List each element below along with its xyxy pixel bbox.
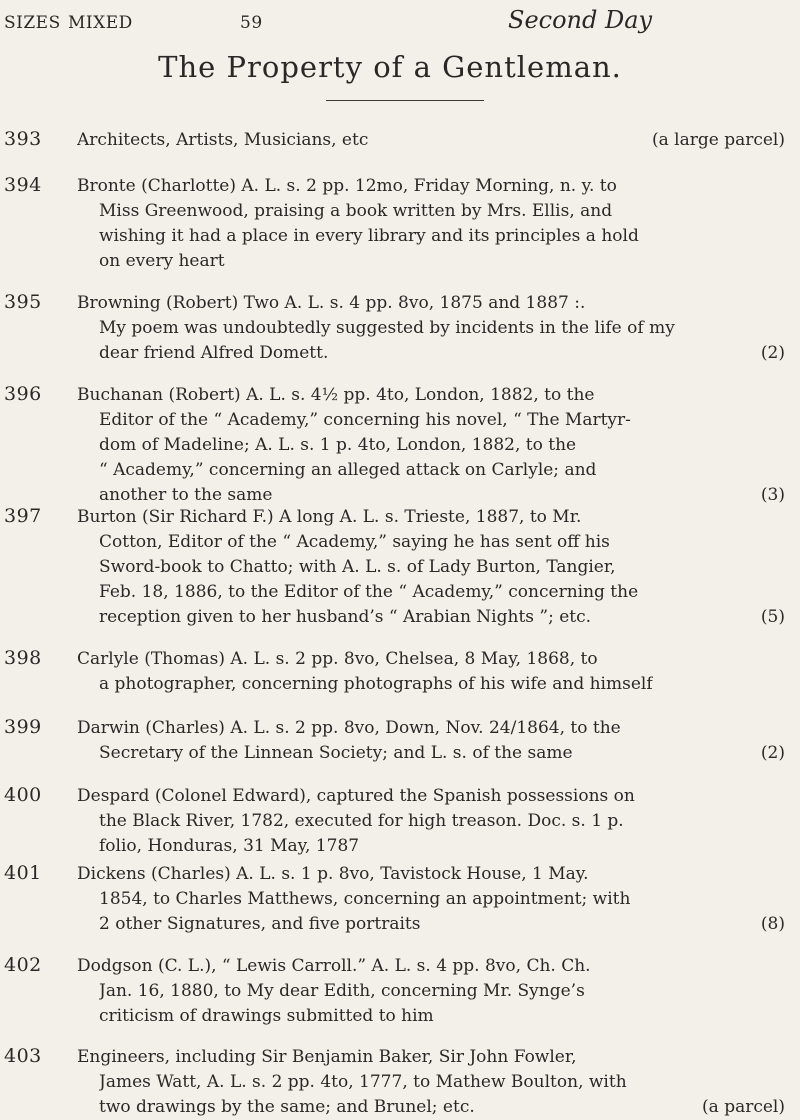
- lot-number: 403: [4, 1045, 42, 1067]
- lot-line: [77, 224, 785, 249]
- lot-number: 401: [4, 862, 42, 884]
- lot-line-text: Carlyle (Thomas) A. L. s. 2 pp. 8vo, Chelsea, 8 May, 1868, to: [77, 649, 598, 669]
- lot-quantity: (2): [760, 343, 785, 363]
- lot-line-text: Feb. 18, 1886, to the Editor of the “ Academy,” concerning the: [99, 582, 639, 602]
- lot-description: [77, 716, 785, 766]
- lot-line-text: dear friend Alfred Domett.: [99, 343, 329, 363]
- lot-line: [77, 741, 785, 766]
- lot-description: [77, 954, 785, 1029]
- lot-quantity: (a parcel): [702, 1097, 785, 1117]
- lot-line-text: criticism of drawings submitted to him: [99, 1006, 434, 1026]
- lot-line: [77, 954, 785, 979]
- lot-number: 394: [4, 174, 42, 196]
- lot-line: [77, 1095, 785, 1120]
- lot-line-text: Buchanan (Robert) A. L. s. 4½ pp. 4to, London, 1882, to the: [77, 385, 595, 405]
- lot-line: [77, 605, 785, 630]
- lot-line-text: Dodgson (C. L.), “ Lewis Carroll.” A. L. s. 4 pp. 8vo, Ch. Ch.: [77, 956, 591, 976]
- lot-line-text: another to the same: [99, 485, 273, 505]
- lot-description: [77, 784, 785, 859]
- lot-number: 400: [4, 784, 42, 806]
- lot-line-text: Architects, Artists, Musicians, etc: [77, 130, 369, 150]
- lot-line-text: folio, Honduras, 31 May, 1787: [99, 836, 360, 856]
- lot-line-text: James Watt, A. L. s. 2 pp. 4to, 1777, to Mathew Boulton, with: [99, 1072, 627, 1092]
- lot-line: [77, 505, 785, 530]
- lot-description: [77, 1045, 785, 1120]
- lot-line-text: Secretary of the Linnean Society; and L. s. of the same: [99, 743, 573, 763]
- lot-line: [77, 174, 785, 199]
- lot-line-text: on every heart: [99, 251, 225, 271]
- lot-quantity: (5): [760, 607, 785, 627]
- lot-line-text: dom of Madeline; A. L. s. 1 p. 4to, London, 1882, to the: [99, 435, 577, 455]
- lot-line-text: 2 other Signatures, and five portraits: [99, 914, 421, 934]
- lot-line: [77, 199, 785, 224]
- lot-line: [77, 912, 785, 937]
- lot-line-text: Miss Greenwood, praising a book written by Mrs. Ellis, and: [99, 201, 613, 221]
- title-rule: [326, 100, 484, 101]
- lot-line-text: “ Academy,” concerning an alleged attack on Carlyle; and: [99, 460, 597, 480]
- lot-line: [77, 433, 785, 458]
- lot-line: [77, 647, 785, 672]
- lot-description: [77, 647, 785, 697]
- lot-line: [77, 1070, 785, 1095]
- lot-description: [77, 291, 785, 366]
- header-mixed: MIXED: [68, 13, 133, 33]
- header-sizes: SIZES: [4, 13, 61, 33]
- lot-number: 402: [4, 954, 42, 976]
- lot-line: [77, 979, 785, 1004]
- lot-number: 393: [4, 128, 42, 150]
- lot-number: 396: [4, 383, 42, 405]
- lot-number: 399: [4, 716, 42, 738]
- lot-line: [77, 672, 785, 697]
- lot-line: [77, 530, 785, 555]
- lot-line-text: Editor of the “ Academy,” concerning his novel, “ The Martyr-: [99, 410, 631, 430]
- lot-line-text: the Black River, 1782, executed for high treason. Doc. s. 1 p.: [99, 811, 624, 831]
- lot-line: [77, 249, 785, 274]
- lot-line: [77, 862, 785, 887]
- lot-description: [77, 383, 785, 508]
- lot-line-text: Burton (Sir Richard F.) A long A. L. s. Trieste, 1887, to Mr.: [77, 507, 582, 527]
- lot-description: [77, 862, 785, 937]
- lot-quantity: (2): [760, 743, 785, 763]
- lot-line-text: wishing it had a place in every library and its principles a hold: [99, 226, 639, 246]
- lot-line: [77, 887, 785, 912]
- page-number: 59: [240, 13, 263, 33]
- lot-line-text: My poem was undoubtedly suggested by incidents in the life of my: [99, 318, 675, 338]
- lot-line: [77, 341, 785, 366]
- lot-line-text: reception given to her husband’s “ Arabian Nights ”; etc.: [99, 607, 592, 627]
- lot-description: [77, 128, 785, 153]
- lot-line: [77, 1045, 785, 1070]
- lot-number: 398: [4, 647, 42, 669]
- lot-line-text: Sword-book to Chatto; with A. L. s. of Lady Burton, Tangier,: [99, 557, 616, 577]
- lot-line: [77, 316, 785, 341]
- lot-quantity: (8): [760, 914, 785, 934]
- lot-line-text: 1854, to Charles Matthews, concerning an appointment; with: [99, 889, 631, 909]
- lot-line: [77, 291, 785, 316]
- lot-line-text: Jan. 16, 1880, to My dear Edith, concerning Mr. Synge’s: [99, 981, 585, 1001]
- lot-line: [77, 128, 785, 153]
- section-title: The Property of a Gentleman.: [158, 50, 622, 84]
- lot-quantity: (3): [760, 485, 785, 505]
- lot-line: [77, 809, 785, 834]
- lot-line-text: Despard (Colonel Edward), captured the Spanish possessions on: [77, 786, 635, 806]
- lot-line: [77, 834, 785, 859]
- lot-line: [77, 580, 785, 605]
- lot-number: 397: [4, 505, 42, 527]
- header-day: Second Day: [508, 6, 653, 34]
- lot-line-text: two drawings by the same; and Brunel; etc.: [99, 1097, 475, 1117]
- lot-line: [77, 1004, 785, 1029]
- lot-line-text: Browning (Robert) Two A. L. s. 4 pp. 8vo, 1875 and 1887 :.: [77, 293, 586, 313]
- lot-line-text: Bronte (Charlotte) A. L. s. 2 pp. 12mo, Friday Morning, n. y. to: [77, 176, 617, 196]
- lot-line: [77, 555, 785, 580]
- lot-description: [77, 174, 785, 274]
- lot-line: [77, 408, 785, 433]
- lot-line: [77, 784, 785, 809]
- lot-line-text: Cotton, Editor of the “ Academy,” saying he has sent off his: [99, 532, 610, 552]
- lot-line: [77, 383, 785, 408]
- lot-line-text: Dickens (Charles) A. L. s. 1 p. 8vo, Tavistock House, 1 May.: [77, 864, 589, 884]
- lot-line-text: Darwin (Charles) A. L. s. 2 pp. 8vo, Down, Nov. 24/1864, to the: [77, 718, 621, 738]
- lot-line: [77, 458, 785, 483]
- lot-description: [77, 505, 785, 630]
- lot-line: [77, 716, 785, 741]
- lot-number: 395: [4, 291, 42, 313]
- lot-line-text: a photographer, concerning photographs of his wife and himself: [99, 674, 653, 694]
- lot-quantity: (a large parcel): [651, 130, 785, 150]
- lot-line-text: Engineers, including Sir Benjamin Baker, Sir John Fowler,: [77, 1047, 577, 1067]
